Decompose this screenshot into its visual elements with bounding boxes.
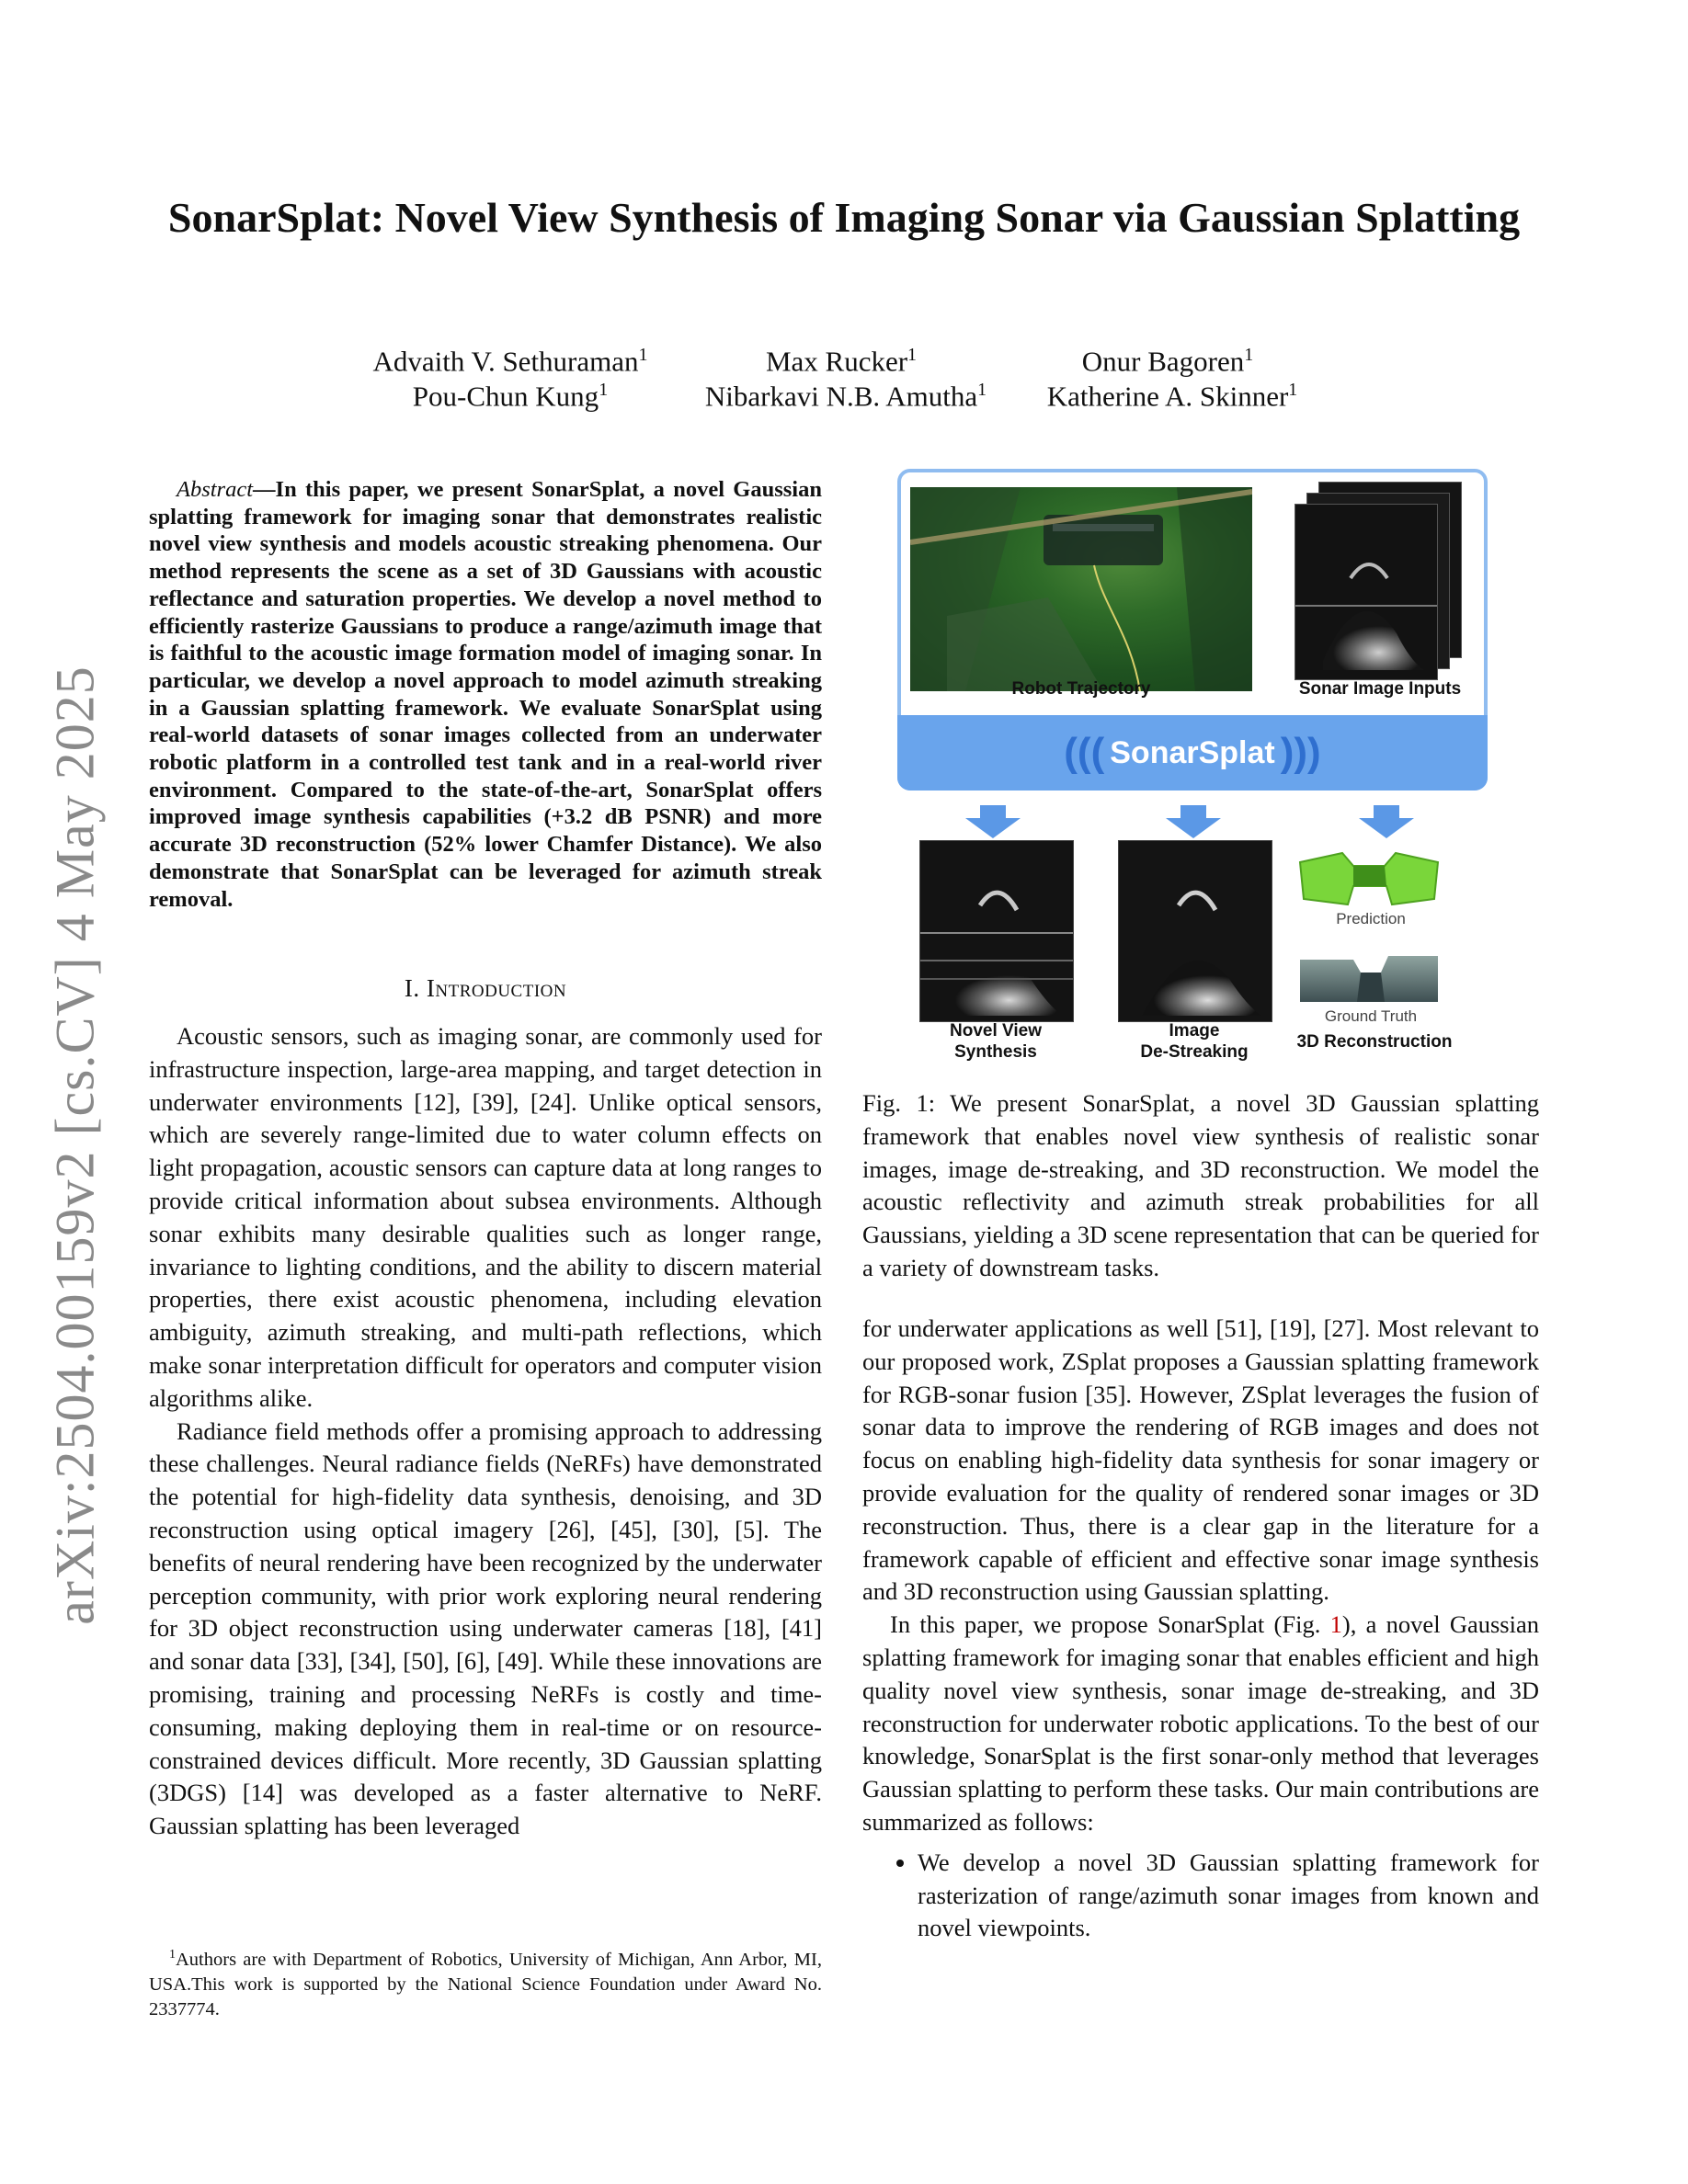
sonar-inputs-label: Sonar Image Inputs [1298,679,1462,699]
wave-left-icon: ((( [1064,730,1105,775]
intro-paragraph-1: Acoustic sensors, such as imaging sonar, are commonly used for infrastructure inspection, large-area mapping, and target detection in underwater environments [12], [39], [24]. Unlike optical sensors, which are severely range-limited due to water column effects on light propagation, acoustic sensors can capture data at long ranges to provide critical information about subsea environments. Although sonar exhibits many desirable qualities such as longer range, invariance to lighting conditions, and the ability to discern material properties, there exist acoustic phenomena, including elevation ambiguity, azimuth streaking, and multi-path reflections, which make sonar interpretation difficult for operators and computer vision algorithms alike. [149,1022,822,1412]
destreaking-image [1118,840,1272,1022]
arrow-down-icon [964,805,1022,838]
footnote [149,1942,822,2022]
destreaking-label: Image De-Streaking [1140,1021,1249,1062]
author-4: Pou-Chun Kung$^1$ [412,380,609,413]
figure-1 [897,469,1495,1066]
list-item: • We develop a novel 3D Gaussian splatting framework for rasterization of range/azimuth sonar images from known and novel viewpoints. [918,1847,1539,1945]
prediction-mesh [1296,846,1442,910]
right-paragraph-1: for underwater applications as well [51], [19], [27]. Most relevant to our proposed work, ZSplat proposes a Gaussian splatting framework for RGB-sonar fusion [35]. However, ZSplat leverages the fusion of sonar data to improve the rendering of RGB images and does not focus on enabling high-fidelity data synthesis for sonar imagery or provide evaluation for the quality of rendered sonar images or 3D reconstruction. Thus, there is a clear gap in the literature for a framework capable of efficient and effective sonar image synthesis and 3D reconstruction using Gaussian splatting. [862,1314,1539,1606]
abstract-label: Abstract [177,477,254,502]
author-5: Nibarkavi N.B. Amutha$^1$ [704,380,987,413]
banner-title: SonarSplat [1110,734,1275,770]
arrow-down-icon [1357,805,1416,838]
abstract-text: In this paper, we present SonarSplat, a novel Gaussian splatting framework for imaging sonar that demonstrates realistic novel view synthesis and models acoustic streaking phenomena. Our method represents the scene as a set of 3D Gaussians with acoustic reflectance and saturation properties. We develop a novel method to efficiently rasterize Gaussians to produce a range/azimuth image that is faithful to the acoustic image formation model of imaging sonar. In particular, we develop a novel approach to model azimuth streaking in a Gaussian splatting framework. We evaluate SonarSplat using real-world datasets of sonar images collected from an underwater robotic platform in a controlled test tank and in a real-world river environment. Compared to the state-of-the-art, SonarSplat offers improved image synthesis capabilities (+3.2 dB PSNR) and more accurate 3D reconstruction (52% lower Chamfer Distance). We also demonstrate that SonarSplat can be leveraged for azimuth streak removal. [149,477,822,912]
section-heading: I. Introduction [404,974,567,1002]
footnote-mark: 1 [169,1948,176,1962]
arrow-down-icon [1164,805,1223,838]
sonar-inputs-stack [1295,482,1469,693]
intro-paragraph-2: Radiance field methods offer a promising approach to addressing these challenges. Neural radiance fields (NeRFs) have demonstrated the potential for high-fidelity data synthesis, denoising, and 3D reconstruction using optical imagery [26], [45], [30], [5]. The benefits of neural rendering have been recognized by the underwater perception community, with prior work exploring neural rendering for 3D object reconstruction using underwater cameras [18], [41] and sonar data [33], [34], [50], [6], [49]. While these innovations are promising, training and processing NeRFs is costly and time-consuming, making deploying them in real-time or on resource-constrained devices difficult. More recently, 3D Gaussian splatting (3DGS) [14] was developed as a faster alternative to NeRF. Gaussian splatting has been leveraged [149,1416,822,1840]
novel-view-synthesis-label: Novel View Synthesis [950,1021,1042,1062]
ground-truth-mesh [1296,950,1442,1007]
ground-truth-label: Ground Truth [1324,1007,1418,1025]
reconstruction-label: 3D Reconstruction [1296,1032,1453,1052]
footnote-text: Authors are with Department of Robotics, University of Michigan, Ann Arbor, MI, USA.This work is supported by the National Science Foundation under Award No. 2337774. [149,1949,822,2019]
figure-caption: Fig. 1: We present SonarSplat, a novel 3D Gaussian splatting framework that enables novel view synthesis of realistic sonar images, image de-streaking, and 3D reconstruction. We model the acoustic reflectivity and azimuth streak probabilities for all Gaussians, yielding a 3D scene representation that can be queried for a variety of downstream tasks. [862,1089,1539,1281]
abstract: Abstract—In this paper, we present SonarSplat, a novel Gaussian splatting framework for imaging sonar that demonstrates realistic novel view synthesis and models acoustic streaking phenomena. Our method represents the scene as a set of 3D Gaussians with acoustic reflectance and saturation properties. We develop a novel method to efficiently rasterize Gaussians to produce a range/azimuth image that is faithful to the acoustic image formation model of imaging sonar. In particular, we develop a novel approach to model azimuth streaking in a Gaussian splatting framework. We evaluate SonarSplat using real-world datasets of sonar images collected from an underwater robotic platform in a controlled test tank and in a real-world river environment. Compared to the state-of-the-art, SonarSplat offers improved image synthesis capabilities (+3.2 dB PSNR) and more accurate 3D reconstruction (52% lower Chamfer Distance). We also demonstrate that SonarSplat can be leveraged for azimuth streak removal. [149,477,822,912]
right-column-body [862,1313,1539,1945]
novel-view-image [919,840,1074,1022]
author-6: Katherine A. Skinner$^1$ [1046,380,1298,413]
sonarsplat-banner [897,715,1488,791]
intro-body [149,1020,822,1843]
contribution-list [862,1847,1539,1945]
arxiv-identifier: arXiv:2504.00159v2 [cs.CV] 4 May 2025 [44,665,106,1625]
right-paragraph-2: In this paper, we propose SonarSplat (Fig. 1), a novel Gaussian splatting framework for imaging sonar that enables efficient and high quality novel view synthesis, sonar image de-streaking, and 3D reconstruction for underwater robotic applications. To the best of our knowledge, SonarSplat is the first sonar-only method that leverages Gaussian splatting to perform these tasks. Our main contributions are summarized as follows: [862,1610,1539,1836]
prediction-label: Prediction [1336,910,1406,927]
author-3: Onur Bagoren$^1$ [1081,345,1254,378]
wave-right-icon: ))) [1280,730,1321,775]
author-2: Max Rucker$^1$ [765,345,918,378]
robot-trajectory-label: Robot Trajectory [1011,679,1151,699]
author-1: Advaith V. Sethuraman$^1$ [372,345,648,378]
figure-reference-link[interactable]: 1 [1329,1610,1342,1639]
robot-trajectory-photo [910,487,1252,691]
paper-title: SonarSplat: Novel View Synthesis of Imaging Sonar via Gaussian Splatting [167,194,1521,241]
